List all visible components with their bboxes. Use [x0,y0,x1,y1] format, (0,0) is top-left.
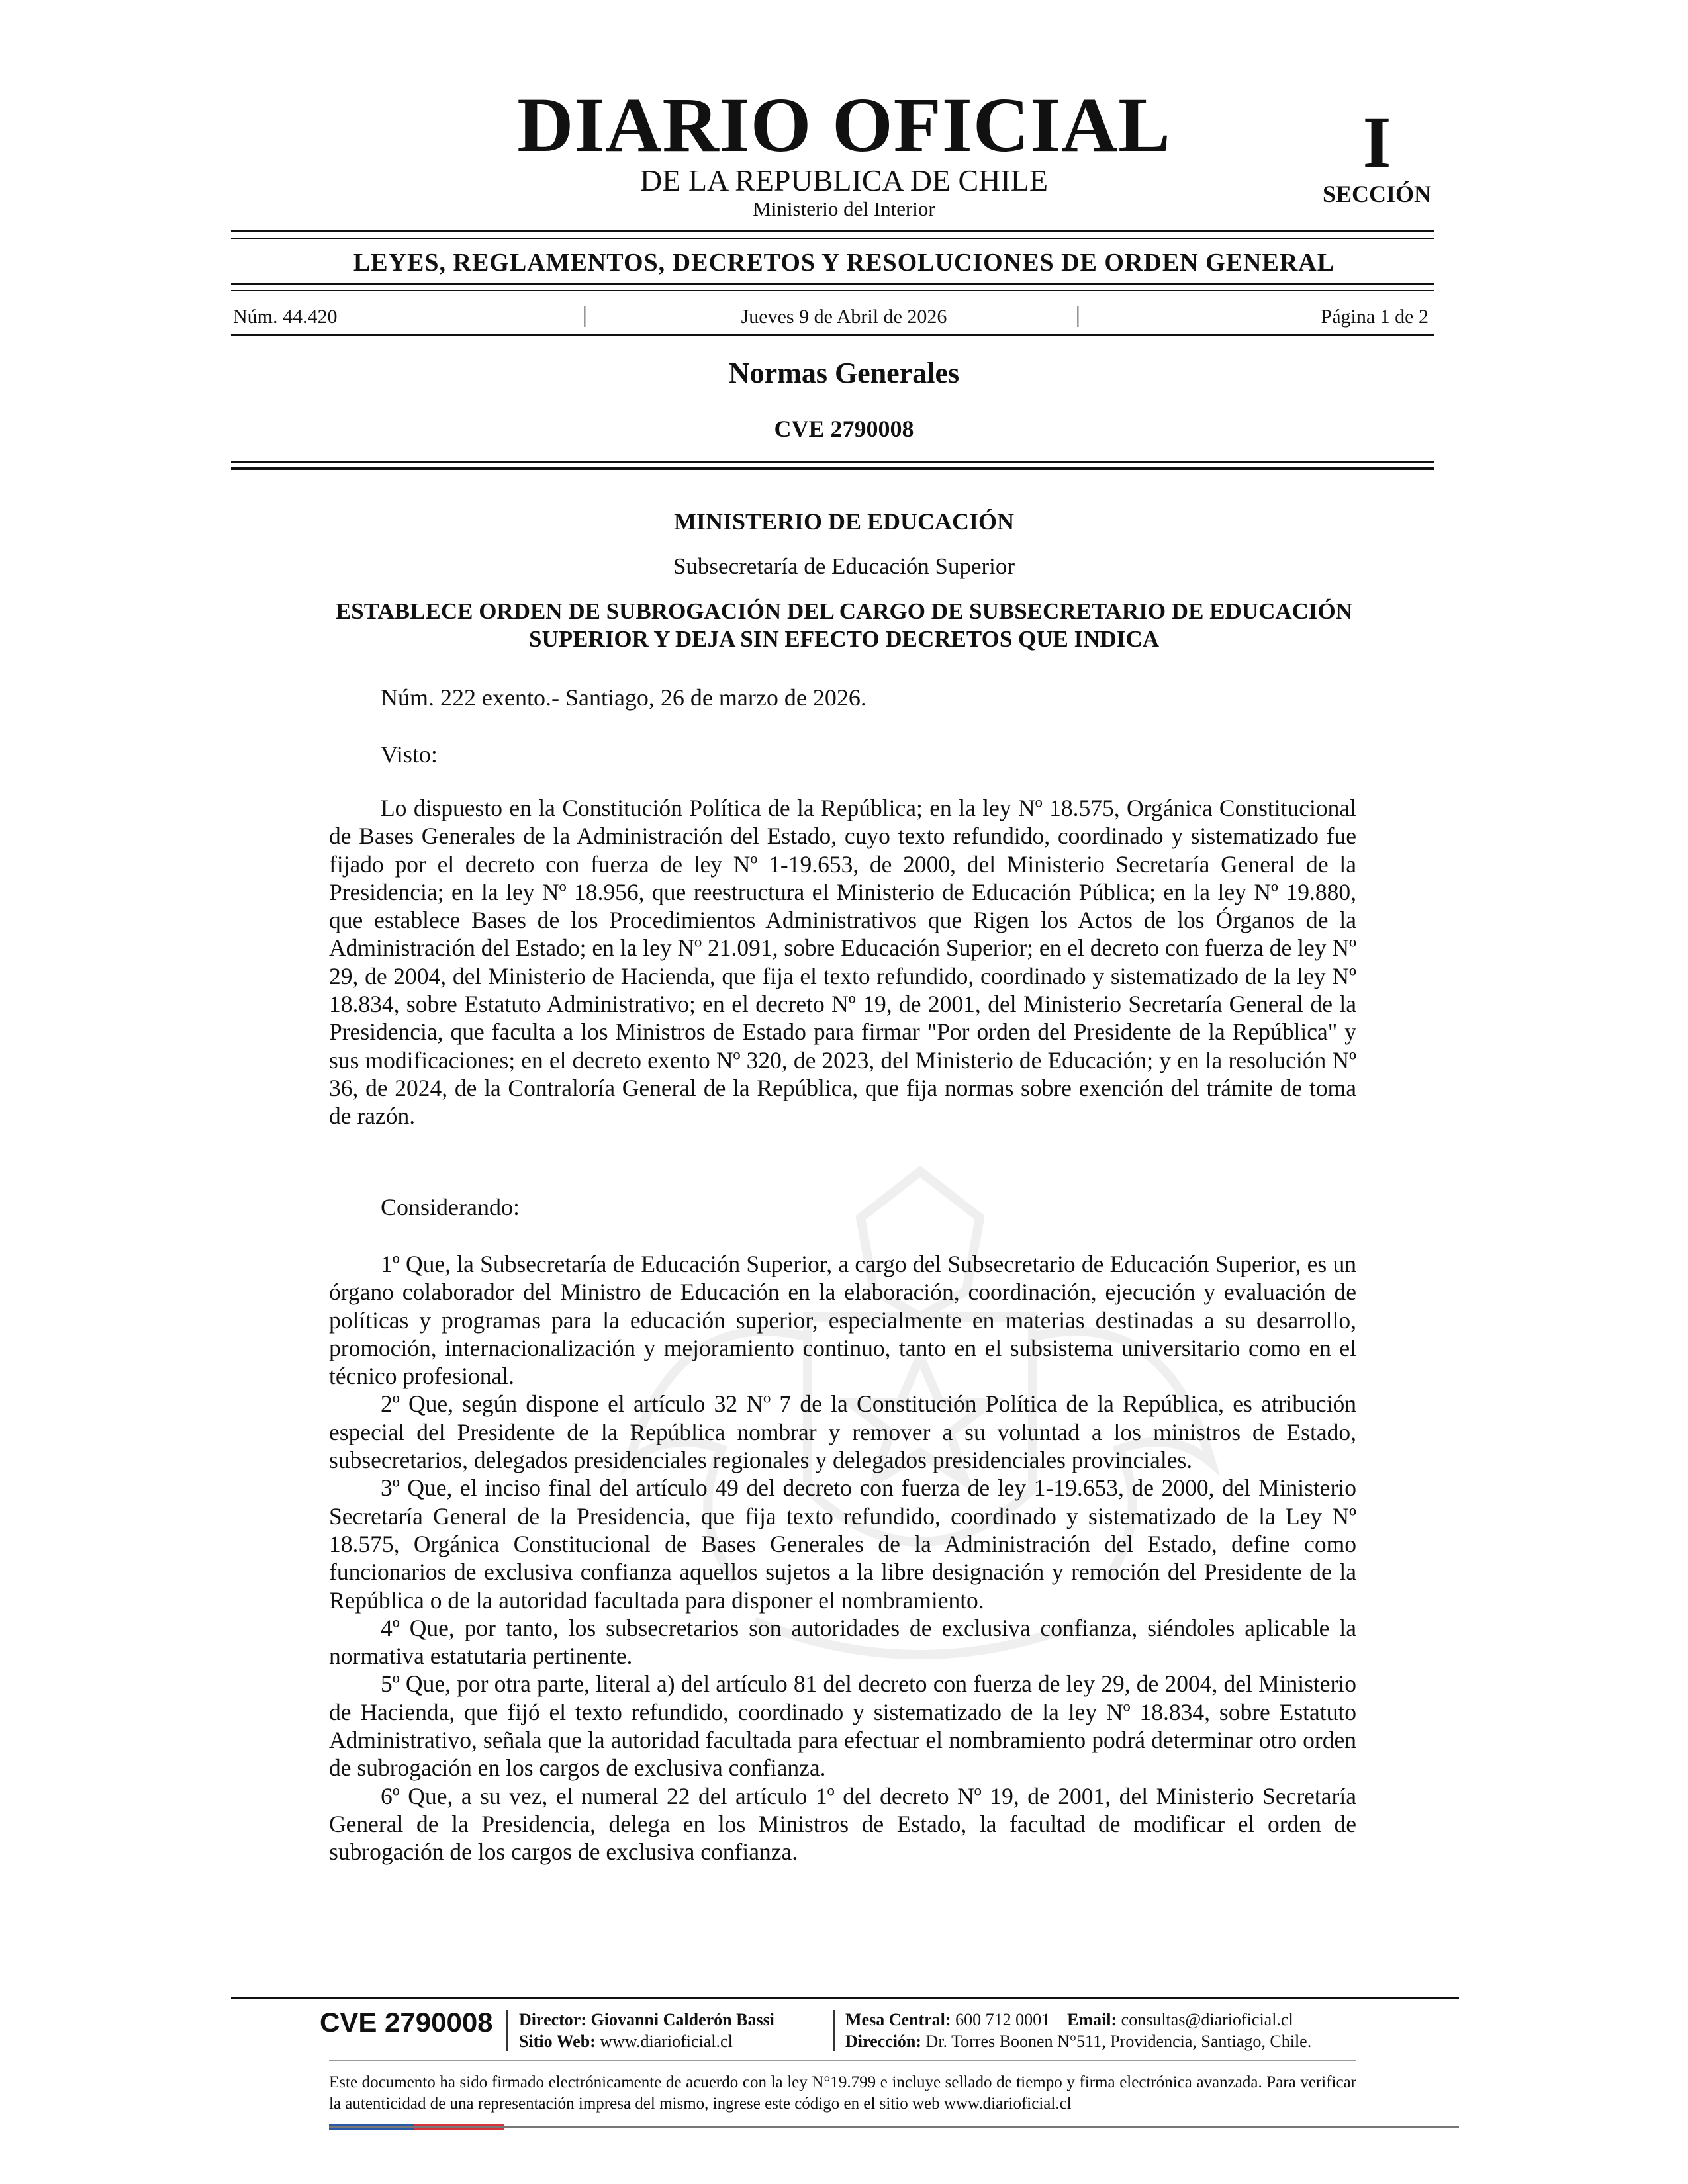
visto-paragraph: Lo dispuesto en la Constitución Política de la República; en la ley Nº 18.575, Orgánica Constitucional de Bases Generales de la Administración del Estado, cuyo texto refundido, coordinado y sistematizado fue fijado por el decreto con fuerza de ley Nº 1-19.653, de 2000, del Ministerio Secretaría General de la Presidencia; en la ley Nº 18.956, que reestructura el Ministerio de Educación Pública; en la ley Nº 19.880, que establece Bases de los Procedimientos Administrativos que Rigen los Actos de los Órganos de la Administración del Estado; en la ley Nº 21.091, sobre Educación Superior; en el decreto con fuerza de ley Nº 29, de 2004, del Ministerio de Hacienda, que fija el texto refundido, coordinado y sistematizado de la ley Nº 18.834, sobre Estatuto Administrativo; en el decreto Nº 19, de 2001, del Ministerio Secretaría General de la Presidencia, que faculta a los Ministros de Estado para firmar "Por orden del Presidente de la República" y sus modificaciones; en el decreto exento Nº 320, de 2023, del Ministerio de Educación; y en la resolución Nº 36, de 2024, de la Contraloría General de la República, que fija normas sobre exención del trámite de toma de razón. [329,795,1356,1130]
masthead-rule-top-thin [231,238,1434,239]
site-link[interactable]: www.diarioficial.cl [600,2032,733,2051]
header-rule-double-top [231,461,1434,463]
footer-contact-right [845,2009,1311,2052]
footer-rule-mid [329,2060,1356,2061]
footer-rule-top [231,1997,1459,1999]
considerando-item: 1º Que, la Subsecretaría de Educación Superior, a cargo del Subsecretario de Educación Superior, es un órgano colaborador del Ministro de Educación en la elaboración, coordinación, ejecución y evaluación de políticas y programas para la educación superior, especialmente en materias destinadas a su desarrollo, promoción, internacionalización y mejoramiento continuo, tanto en el subsistema universitario como en el técnico profesional. [329,1251,1356,1390]
issue-number: Núm. 44.420 [233,306,338,328]
section-numeral: I [1362,102,1391,183]
footer-rule-bottom [329,2126,1459,2128]
decree-title: ESTABLECE ORDEN DE SUBROGACIÓN DEL CARGO DE SUBSECRETARIO DE EDUCACIÓN SUPERIOR Y DEJA SIN EFECTO DECRETOS QUE INDICA [335,598,1353,652]
newspaper-title: DIARIO OFICIAL [517,81,1171,168]
footer-divider [833,2010,835,2051]
email-link[interactable]: consultas@diarioficial.cl [1121,2010,1293,2029]
section-title: Normas Generales [728,357,960,389]
newspaper-ministry: Ministerio del Interior [753,197,935,220]
considerando-item: 5º Que, por otra parte, literal a) del artículo 81 del decreto con fuerza de ley 29, de 2004, del Ministerio de Hacienda, que fijó el texto refundido, coordinado y sistematizado de la ley Nº 18.834, sobre Estatuto Administrativo, señala que la autoridad facultada para efectuar el nombramiento podrá determinar otro orden de subrogación en los cargos de exclusiva confianza. [329,1670,1356,1782]
meta-separator: | [1076,303,1080,328]
meta-rule [231,334,1434,336]
director-name: Giovanni Calderón Bassi [590,2010,774,2029]
footer-divider [506,2010,508,2051]
meta-separator: | [583,303,587,328]
director-label: Director: [519,2010,587,2029]
address-value: Dr. Torres Boonen N°511, Providencia, Santiago, Chile. [925,2032,1312,2051]
footer-cve-code: CVE 2790008 [320,2007,493,2038]
footer-legal-notice: Este documento ha sido firmado electrónicamente de acuerdo con la ley N°19.799 e incluye sellado de tiempo y firma electrónica avanzada. Para verificar la autenticidad de una representación impresa del mismo, ingrese este código en el sitio web www.diarioficial.cl [329,2073,1356,2113]
considerando-item: 6º Que, a su vez, el numeral 22 del artículo 1º del decreto Nº 19, de 2001, del Ministerio Secretaría General de la Presidencia, delega en los Ministros de Estado, la facultad de modificar el orden de subrogación de los cargos de exclusiva confianza. [329,1782,1356,1866]
cve-code: CVE 2790008 [774,416,914,442]
visto-label: Visto: [381,741,438,768]
considerando-item: 3º Que, el inciso final del artículo 49 del decreto con fuerza de ley 1-19.653, de 2000, del Ministerio Secretaría General de la Presidencia, que fija texto refundido, coordinado y sistematizado de la Ley Nº 18.575, Orgánica Constitucional de Bases Generales de la Administración del Estado, define como funcionarios de exclusiva confianza aquellos sujetos a la libre designación y remoción del Presidente de la República o de la autoridad facultada para disponer el nombramiento. [329,1475,1356,1614]
masthead-rule-top [231,230,1434,232]
email-label: Email: [1067,2010,1117,2029]
decree-number: Núm. 222 exento.- Santiago, 26 de marzo de 2026. [381,684,867,711]
considerando-list [329,1250,1356,1866]
considerando-item: 4º Que, por tanto, los subsecretarios son autoridades de exclusiva confianza, siéndoles aplicable la normativa estatutaria pertinente. [329,1614,1356,1670]
footer-contact-left [519,2009,774,2052]
issue-date: Jueves 9 de Abril de 2026 [741,306,947,328]
page-indicator: Página 1 de 2 [1321,306,1429,328]
considerando-item: 2º Que, según dispone el artículo 32 Nº 7 de la Constitución Política de la República, es atribución especial del Presidente de la República nombrar y remover a su voluntad a los ministros de Estado, subsecretarios, delegados presidenciales regionales y delegados presidenciales provinciales. [329,1390,1356,1474]
phone-label: Mesa Central: [845,2010,951,2029]
address-label: Dirección: [845,2032,922,2051]
banner-rule-bottom-thin [231,290,1434,291]
banner-rule-bottom [231,283,1434,285]
site-label: Sitio Web: [519,2032,596,2051]
subsecretaria-heading: Subsecretaría de Educación Superior [673,553,1015,579]
header-rule-double-bottom [231,467,1434,470]
ministry-heading: MINISTERIO DE EDUCACIÓN [673,508,1015,535]
newspaper-subtitle: DE LA REPUBLICA DE CHILE [640,163,1048,197]
section-banner: LEYES, REGLAMENTOS, DECRETOS Y RESOLUCIONES DE ORDEN GENERAL [353,249,1335,277]
considerando-label: Considerando: [381,1194,520,1220]
phone-value: 600 712 0001 [955,2010,1051,2029]
section-label: SECCIÓN [1322,181,1432,207]
